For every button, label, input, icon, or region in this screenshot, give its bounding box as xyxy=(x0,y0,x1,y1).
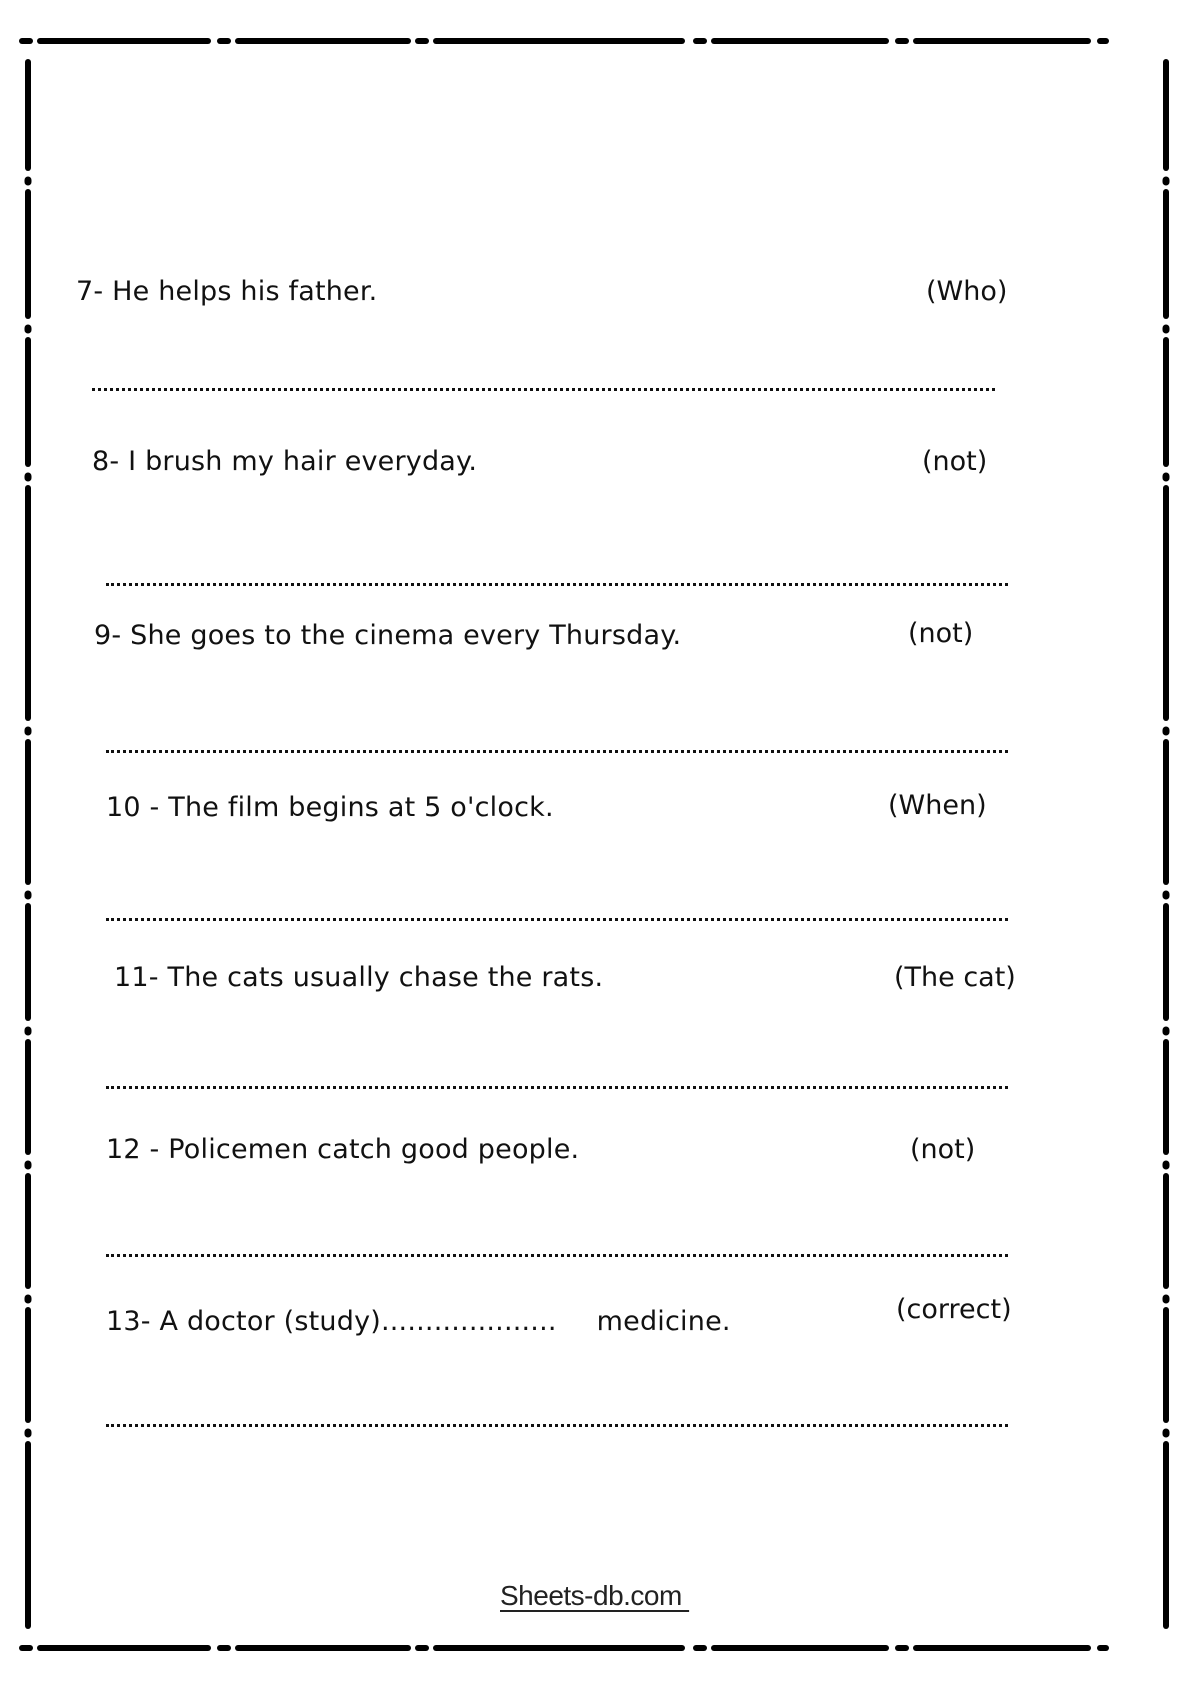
answer-line-13[interactable] xyxy=(106,1424,1008,1427)
question-number: 9- xyxy=(94,620,122,651)
question-sentence: Policemen catch good people. xyxy=(168,1134,580,1165)
question-7-cue: (Who) xyxy=(926,276,1008,307)
answer-line-10[interactable] xyxy=(106,918,1008,921)
answer-line-12[interactable] xyxy=(106,1254,1008,1257)
question-sentence[interactable]: A doctor (study).................... xyxy=(159,1306,557,1337)
question-8-cue: (not) xyxy=(922,446,988,477)
question-number: 13- xyxy=(106,1306,151,1337)
question-number: 7- xyxy=(76,276,104,307)
question-number: 11- xyxy=(114,962,159,993)
answer-line-8[interactable] xyxy=(106,583,1008,586)
question-number: 10 - xyxy=(106,792,160,823)
question-7-text xyxy=(76,276,377,307)
answer-line-11[interactable] xyxy=(106,1086,1008,1089)
question-sentence: He helps his father. xyxy=(112,276,378,307)
question-sentence: She goes to the cinema every Thursday. xyxy=(130,620,682,651)
question-12-text xyxy=(106,1134,579,1165)
question-10-text xyxy=(106,792,554,823)
question-sentence: The film begins at 5 o'clock. xyxy=(168,792,554,823)
question-11-text xyxy=(114,962,603,993)
answer-line-9[interactable] xyxy=(106,750,1008,753)
question-number: 8- xyxy=(92,446,120,477)
question-number: 12 - xyxy=(106,1134,160,1165)
question-13-text xyxy=(106,1306,731,1337)
answer-line-7[interactable] xyxy=(92,388,995,391)
question-sentence: The cats usually chase the rats. xyxy=(167,962,604,993)
question-8-text xyxy=(92,446,477,477)
question-sentence-end: medicine. xyxy=(596,1306,731,1337)
question-9-text xyxy=(94,620,681,651)
question-11-cue: (The cat) xyxy=(894,962,1016,993)
footer-site-link[interactable]: Sheets-db.com xyxy=(500,1580,690,1611)
question-12-cue: (not) xyxy=(910,1134,976,1165)
question-10-cue: (When) xyxy=(888,790,987,821)
question-13-cue: (correct) xyxy=(896,1294,1012,1325)
question-9-cue: (not) xyxy=(908,618,974,649)
question-sentence: I brush my hair everyday. xyxy=(128,446,478,477)
